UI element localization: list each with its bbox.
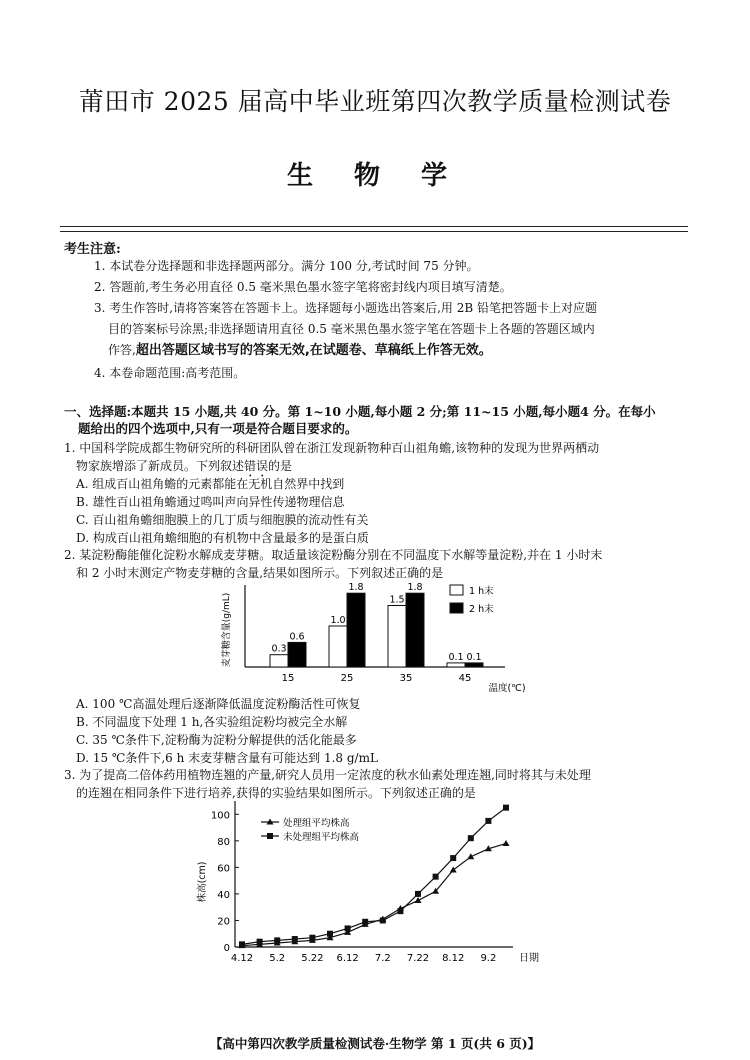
x-tick-label: 4.12 [230, 953, 254, 964]
plant-height-line-chart [195, 795, 555, 967]
q2-option-c: C. 35 ℃条件下,淀粉酶为淀粉分解提供的活化能最多 [76, 733, 357, 747]
x-tick-label: 7.22 [406, 953, 430, 964]
bar [347, 593, 365, 667]
exam-title: 莆田市 2025 届高中毕业班第四次教学质量检测试卷 [78, 87, 672, 116]
y-axis-label: 株高(cm) [197, 861, 208, 903]
q1-option-b: B. 雄性百山祖角蟾通过鸣叫声向异性传递物理信息 [76, 495, 345, 509]
legend-label: 未处理组平均株高 [283, 832, 360, 843]
data-label: 1.5 [389, 594, 405, 606]
q3-stem-line2: 的连翘在相同条件下进行培养,获得的实验结果如图所示。下列叙述正确的是 [76, 786, 476, 800]
bar [388, 606, 406, 668]
bar [329, 626, 347, 667]
series-line [242, 808, 506, 945]
square-marker [274, 937, 280, 943]
data-label: 0.1 [448, 651, 464, 663]
q1-stem-end: 的是 [268, 459, 293, 473]
q1-stem-emphasis: 错误 [244, 459, 269, 473]
x-tick-label: 7.2 [374, 953, 391, 964]
y-tick-label: 20 [217, 916, 230, 928]
notice-item-3-emphasis: 超出答题区域书写的答案无效,在试题卷、草稿纸上作答无效。 [135, 343, 492, 358]
bar [270, 655, 288, 667]
notice-item-3: 3. 考生作答时,请将答案答在答题卡上。选择题每小题选出答案后,用 2B 铅笔把答题卡上对应题 [94, 301, 597, 315]
q2-stem-line1: 2. 某淀粉酶能催化淀粉水解成麦芽糖。取适量该淀粉酶分别在不同温度下水解等量淀粉,并在 1 小时末 [64, 548, 603, 562]
legend-label: 处理组平均株高 [283, 818, 350, 829]
bar [447, 663, 465, 667]
data-label: 0.1 [466, 651, 482, 663]
legend-square-marker [267, 833, 273, 839]
legend-label: 2 h末 [469, 604, 494, 615]
square-marker [450, 855, 456, 861]
square-marker [362, 919, 368, 925]
q2-stem-line2: 和 2 小时末测定产物麦芽糖的含量,结果如图所示。下列叙述正确的是 [76, 566, 444, 580]
square-marker [292, 936, 298, 942]
square-marker [380, 917, 386, 923]
q1-stem-line1: 1. 中国科学院成都生物研究所的科研团队曾在浙江发现新物种百山祖角蟾,该物种的发现为世界两栖动 [64, 441, 600, 455]
maltose-bar-chart [205, 575, 535, 693]
square-marker [309, 935, 315, 941]
notice-item-4: 4. 本卷命题范围:高考范围。 [94, 366, 246, 380]
square-marker [327, 931, 333, 937]
x-tick-label: 15 [281, 673, 295, 684]
x-tick-label: 25 [340, 673, 354, 684]
data-label: 0.3 [271, 643, 287, 655]
square-marker [503, 805, 509, 811]
notice-item-3-end [108, 342, 492, 359]
q2-option-b: B. 不同温度下处理 1 h,各实验组淀粉均被完全水解 [76, 715, 348, 729]
data-label: 1.0 [330, 615, 346, 626]
y-tick-label: 60 [217, 863, 230, 875]
notice-item-3-cont: 目的答案标号涂黑;非选择题请用直径 0.5 毫米黑色墨水签字笔在答题卡上各题的答题区域内 [108, 322, 595, 336]
square-marker [415, 891, 421, 897]
x-tick-label: 6.12 [336, 953, 359, 964]
series-line [242, 843, 506, 945]
x-axis-label: 温度(℃) [488, 683, 526, 693]
x-tick-label: 5.2 [269, 953, 286, 964]
x-tick-label: 5.22 [301, 953, 324, 964]
q3-stem-line1: 3. 为了提高二倍体药用植物连翘的产量,研究人员用一定浓度的秋水仙素处理连翘,同时将其与未处理 [64, 768, 591, 782]
square-marker [345, 925, 351, 931]
x-tick-label: 9.2 [480, 953, 497, 964]
triangle-marker [415, 897, 422, 903]
triangle-marker [450, 867, 457, 873]
notice-item-1: 1. 本试卷分选择题和非选择题两部分。满分 100 分,考试时间 75 分钟。 [94, 259, 479, 273]
bar [288, 642, 306, 667]
section-heading-line2: 题给出的四个选项中,只有一项是符合题目要求的。 [78, 421, 358, 436]
square-marker [239, 941, 245, 947]
divider-line [60, 231, 688, 232]
y-tick-label: 100 [210, 810, 230, 822]
y-axis-label: 麦芽糖含量(g/mL) [222, 592, 232, 668]
page-footer: 【高中第四次教学质量检测试卷·生物学 第 1 页(共 6 页)】 [209, 1036, 541, 1051]
divider-line [60, 226, 688, 227]
bar [465, 663, 483, 667]
notice-heading: 考生注意: [64, 242, 121, 257]
q1-option-c: C. 百山祖角蟾细胞膜上的几丁质与细胞膜的流动性有关 [76, 513, 369, 527]
y-tick-label: 40 [217, 889, 230, 901]
q2-option-d: D. 15 ℃条件下,6 h 末麦芽糖含量有可能达到 1.8 g/mL [76, 751, 378, 765]
section-heading [64, 403, 694, 437]
notice-item-2: 2. 答题前,考生务必用直径 0.5 毫米黑色墨水签字笔将密封线内项目填写清楚。 [94, 280, 512, 294]
y-tick-label: 0 [223, 943, 230, 954]
legend-label: 1 h末 [469, 586, 494, 597]
q2-option-a: A. 100 ℃高温处理后逐渐降低温度淀粉酶活性可恢复 [76, 697, 361, 711]
bar [406, 593, 424, 667]
x-axis-label: 日期 [519, 953, 539, 964]
q1-option-d: D. 构成百山祖角蟾细胞的有机物中含量最多的是蛋白质 [76, 531, 369, 545]
x-tick-label: 45 [458, 673, 472, 684]
x-tick-label: 35 [399, 673, 413, 684]
legend-swatch [450, 603, 463, 613]
data-label: 1.8 [407, 582, 423, 594]
square-marker [257, 939, 263, 945]
data-label: 0.6 [289, 631, 305, 643]
section-heading-line1: 一、选择题:本题共 15 小题,共 40 分。第 1~10 小题,每小题 2 分;第 11~15 小题,每小题4 分。在每小 [64, 404, 656, 419]
legend-swatch [450, 585, 463, 595]
notice-item-3-prefix: 作答, [108, 343, 136, 357]
q1-option-a: A. 组成百山祖角蟾的元素都能在无机自然界中找到 [76, 477, 345, 491]
data-label: 1.8 [348, 582, 364, 594]
square-marker [468, 835, 474, 841]
square-marker [485, 818, 491, 824]
y-tick-label: 80 [217, 836, 230, 848]
q1-stem-text: 物家族增添了新成员。下列叙述 [76, 459, 245, 473]
subject-title: 生 物 学 [286, 161, 464, 191]
square-marker [397, 908, 403, 914]
x-tick-label: 8.12 [442, 953, 465, 964]
square-marker [433, 874, 439, 880]
triangle-marker [503, 840, 510, 846]
